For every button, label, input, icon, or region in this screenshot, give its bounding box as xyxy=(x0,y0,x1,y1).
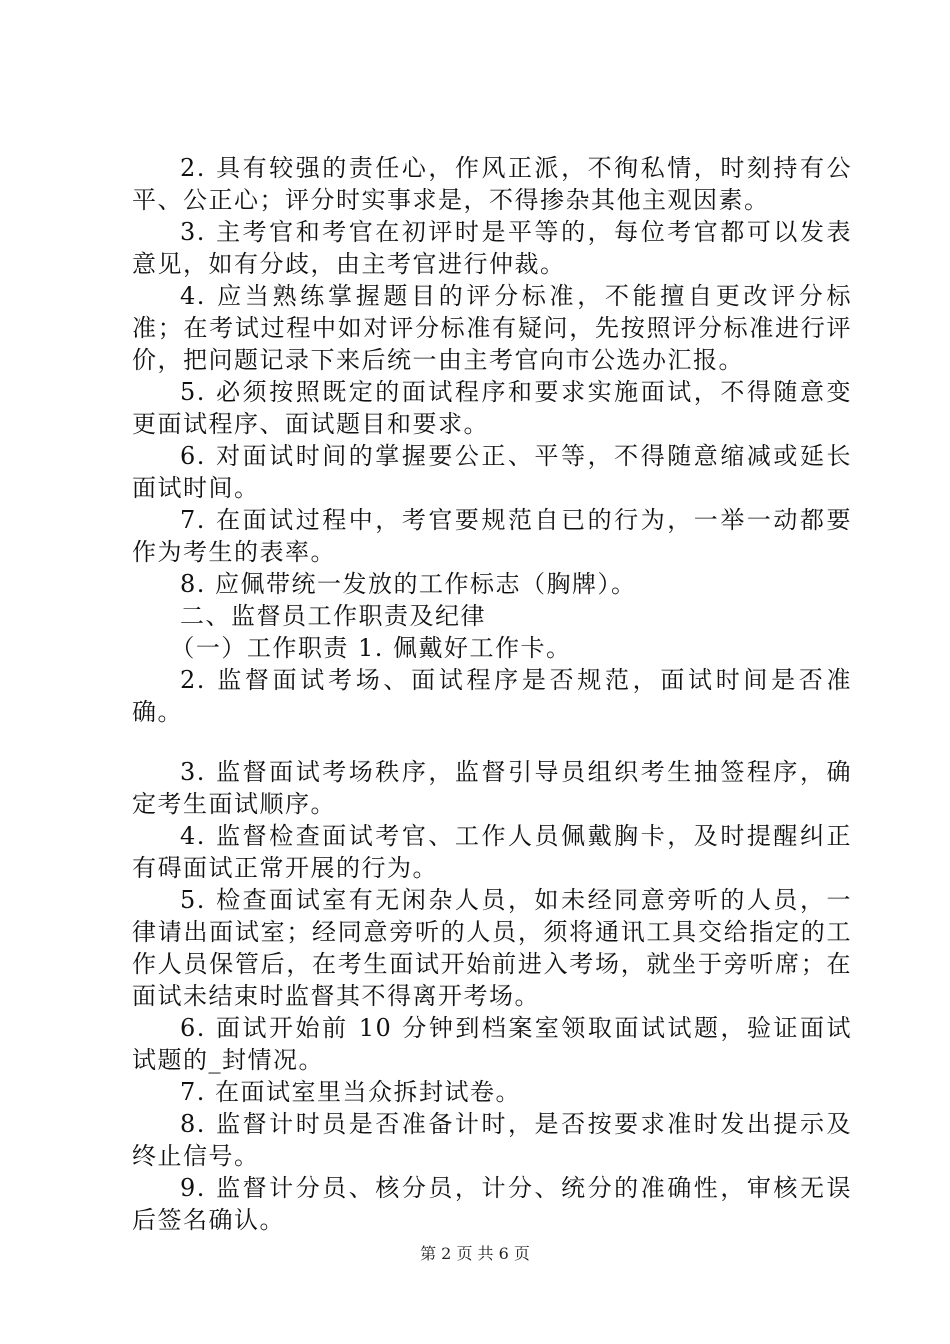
paragraph-item-8: 8. 应佩带统一发放的工作标志（胸牌）。 xyxy=(180,570,637,598)
paragraph-item-2: 2. 具有较强的责任心，作风正派，不徇私情，时刻持有公平、公正心；评分时实事求是，不得掺杂其他主观因素。 xyxy=(132,154,852,214)
paragraph-item-3: 3. 主考官和考官在初评时是平等的，每位考官都可以发表意见，如有分歧，由主考官进行仲裁。 xyxy=(132,218,852,278)
paragraph-item-4: 4. 应当熟练掌握题目的评分标准，不能擅自更改评分标准；在考试过程中如对评分标准有疑问，先按照评分标准进行评价，把问题记录下来后统一由主考官向市公选办汇报。 xyxy=(132,282,852,374)
duty-item-4: 4. 监督检查面试考官、工作人员佩戴胸卡，及时提醒纠正有碍面试正常开展的行为。 xyxy=(132,822,852,882)
page-footer xyxy=(0,1241,950,1264)
duty-item-3: 3. 监督面试考场秩序，监督引导员组织考生抽签程序，确定考生面试顺序。 xyxy=(132,758,852,818)
duty-item-5: 5. 检查面试室有无闲杂人员，如未经同意旁听的人员，一律请出面试室；经同意旁听的人员，须将通讯工具交给指定的工作人员保管后，在考生面试开始前进入考场，就坐于旁听席；在面试未结束时监督其不得离开考场。 xyxy=(132,886,852,1010)
paragraph-item-7: 7. 在面试过程中，考官要规范自已的行为，一举一动都要作为考生的表率。 xyxy=(132,506,852,566)
duty-item-9: 9. 监督计分员、核分员，计分、统分的准确性，审核无误后签名确认。 xyxy=(132,1174,852,1234)
subsection-heading-duties: （一）工作职责 1. 佩戴好工作卡。 xyxy=(170,634,572,662)
duty-item-2: 2. 监督面试考场、面试程序是否规范，面试时间是否准确。 xyxy=(132,666,852,726)
duty-item-8: 8. 监督计时员是否准备计时，是否按要求准时发出提示及终止信号。 xyxy=(132,1110,852,1170)
paragraph-item-5: 5. 必须按照既定的面试程序和要求实施面试，不得随意变更面试程序、面试题目和要求。 xyxy=(132,378,852,438)
document-body xyxy=(132,152,852,1236)
paragraph-item-6: 6. 对面试时间的掌握要公正、平等，不得随意缩减或延长面试时间。 xyxy=(132,442,852,502)
duty-item-7: 7. 在面试室里当众拆封试卷。 xyxy=(180,1078,522,1106)
duty-item-6: 6. 面试开始前 10 分钟到档案室领取面试试题，验证面试试题的_封情况。 xyxy=(132,1014,852,1074)
section-heading-supervisor: 二、监督员工作职责及纪律 xyxy=(180,602,486,630)
page-number-label: 第 2 页 共 6 页 xyxy=(420,1244,530,1263)
